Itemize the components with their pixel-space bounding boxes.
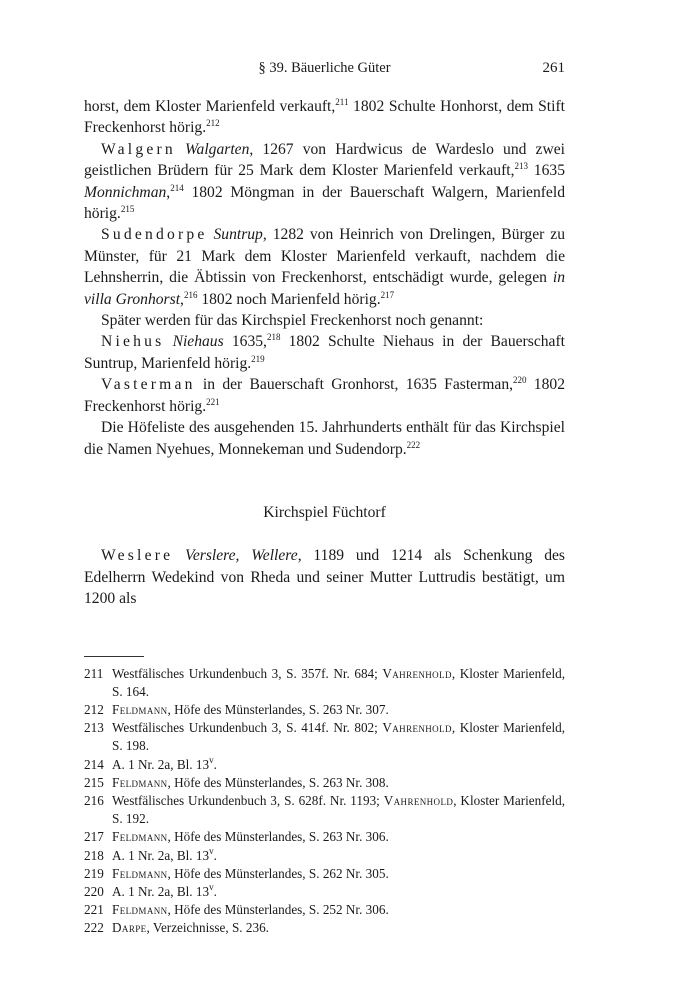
text: , 1282 von Heinrich von Drelingen, Bürger zu Münster, für 21 Mark dem Kloster Marienfeld verkauft, nachdem die Lehnsherrin, die Äbtissin von Freckenhorst, entschädigt wurde, gelegen xyxy=(84,226,565,287)
footnote-number: 219 xyxy=(84,865,104,881)
footnote-text xyxy=(112,665,565,701)
footnote-211 xyxy=(84,665,565,701)
footnote-part: Westfälisches Urkundenbuch 3, S. 357f. Nr. 684; xyxy=(112,665,383,681)
text xyxy=(164,333,172,350)
paragraph-weslere xyxy=(84,545,565,609)
footnote-ref: 218 xyxy=(266,332,281,343)
footnote-number: 217 xyxy=(84,829,104,845)
text xyxy=(176,141,185,158)
footnote-text xyxy=(112,883,565,901)
paragraph-hoefeliste xyxy=(84,417,565,460)
page-number: 261 xyxy=(542,60,565,76)
text: Später werden für das Kirchspiel Freckenhorst noch genannt: xyxy=(101,312,484,330)
farm-name: Weslere xyxy=(101,547,174,565)
text: 1635, xyxy=(223,333,267,351)
footnote-220 xyxy=(84,883,565,901)
footnote-text xyxy=(112,865,565,883)
footnote-ref: 217 xyxy=(380,289,395,300)
footnote-text xyxy=(112,701,565,719)
text xyxy=(173,547,185,564)
footnote-part: , Höfe des Münsterlandes, S. 252 Nr. 306. xyxy=(167,902,389,918)
footnote-part: v xyxy=(209,881,214,892)
footnote-number: 216 xyxy=(84,792,104,808)
text: 1635 xyxy=(528,162,565,180)
footnote-part: . xyxy=(213,847,217,863)
footnote-222 xyxy=(84,919,565,937)
footnote-text xyxy=(112,719,565,755)
footnote-part: , Kloster Marienfeld, S. 198. xyxy=(112,720,566,754)
paragraph-sudendorpe xyxy=(84,224,565,310)
farm-name: Sudendorpe xyxy=(101,226,208,244)
footnote-number: 215 xyxy=(84,774,104,790)
running-head xyxy=(84,60,565,82)
footnote-215 xyxy=(84,774,565,792)
footnote-ref: 214 xyxy=(170,182,184,193)
footnote-212 xyxy=(84,701,565,719)
footnote-part: v xyxy=(209,754,214,765)
italic-name: Monnichman xyxy=(84,183,167,201)
footnote-part: , Kloster Marienfeld, S. 164. xyxy=(112,665,566,699)
main-text xyxy=(84,96,565,610)
footnote-part: , Verzeichnisse, S. 236. xyxy=(146,920,269,936)
footnote-217 xyxy=(84,828,565,846)
footnote-ref: 213 xyxy=(514,161,528,172)
author-name: Feldmann xyxy=(112,701,168,717)
paragraph-niehus xyxy=(84,331,565,374)
text: , xyxy=(166,183,171,201)
footnote-number: 218 xyxy=(84,847,104,863)
footnote-text xyxy=(112,919,565,937)
footnote-ref: 212 xyxy=(206,118,220,129)
footnote-number: 213 xyxy=(84,720,104,736)
footnote-part: , Höfe des Münsterlandes, S. 263 Nr. 306. xyxy=(167,829,389,845)
text: , xyxy=(180,290,184,308)
italic-name: Walgarten xyxy=(184,140,250,158)
text: 1802 Schulte Niehaus in der Bauerschaft Suntrup, Marienfeld hörig. xyxy=(84,333,565,372)
text: 1802 Möngman in der Bauerschaft Walgern, Marienfeld hörig. xyxy=(84,183,565,223)
text: in der Bauerschaft Gronhorst, 1635 Fasterman, xyxy=(195,376,514,394)
italic-name: in villa Gronhorst xyxy=(84,269,565,308)
footnote-ref: 221 xyxy=(206,396,220,407)
footnote-part: v xyxy=(209,845,214,856)
footnote-part: Westfälisches Urkundenbuch 3, S. 414f. Nr. 802; xyxy=(112,720,383,736)
text: , 1189 und 1214 als Schenkung des Edelherrn Wedekind von Rheda und seiner Mutter Luttrudis bestätigt, um 1200 als xyxy=(84,547,565,608)
author-name: Vahrenhold xyxy=(383,792,454,808)
footnote-221 xyxy=(84,901,565,919)
footnote-text xyxy=(112,756,565,774)
paragraph-intro xyxy=(84,310,565,331)
footnote-part: , Höfe des Münsterlandes, S. 263 Nr. 308. xyxy=(167,774,389,790)
footnote-ref: 220 xyxy=(513,375,527,386)
book-page xyxy=(84,60,565,938)
italic-name: Verslere, Wellere xyxy=(185,547,298,565)
footnote-text xyxy=(112,847,565,865)
italic-name: Suntrup xyxy=(213,226,263,244)
text: , 1267 von Hardwicus de Wardeslo und zwei geistlichen Brüdern für 25 Mark dem Kloster Marienfeld verkauft, xyxy=(84,140,565,180)
footnote-number: 212 xyxy=(84,701,104,717)
footnote-part: , Kloster Marienfeld, S. 192. xyxy=(112,792,566,827)
footnote-214 xyxy=(84,756,565,774)
footnote-216 xyxy=(84,792,565,828)
farm-name: Walgern xyxy=(101,140,176,158)
footnote-text xyxy=(112,774,565,792)
paragraph-vasterman xyxy=(84,374,565,417)
author-name: Feldmann xyxy=(112,774,168,790)
footnote-number: 214 xyxy=(84,756,104,772)
footnote-part: , Höfe des Münsterlandes, S. 263 Nr. 307. xyxy=(167,701,389,717)
author-name: Feldmann xyxy=(112,829,168,845)
author-name: Feldmann xyxy=(112,902,168,918)
footnote-part: , Höfe des Münsterlandes, S. 262 Nr. 305. xyxy=(167,865,389,881)
footnote-ref: 222 xyxy=(406,439,421,450)
footnote-divider xyxy=(84,656,144,657)
footnotes xyxy=(84,665,565,938)
footnote-number: 211 xyxy=(84,665,104,681)
text: 1802 noch Marienfeld hörig. xyxy=(197,290,381,308)
text: 1802 Schulte Honhorst, dem Stift Freckenhorst hörig. xyxy=(84,98,565,137)
text: Die Höfeliste des ausgehenden 15. Jahrhunderts enthält für das Kirchspiel die Namen Nyehues, Monnekeman und Sudendorp. xyxy=(84,419,565,458)
footnote-218 xyxy=(84,847,565,865)
paragraph-1 xyxy=(84,96,565,139)
footnote-text xyxy=(112,792,565,828)
running-head-title: § 39. Bäuerliche Güter xyxy=(258,60,391,76)
farm-name: Vasterman xyxy=(101,376,196,394)
footnote-part: Westfälisches Urkundenbuch 3, S. 628f. Nr. 1193; xyxy=(112,792,384,808)
text: horst, dem Kloster Marienfeld verkauft, xyxy=(84,98,336,115)
footnote-number: 222 xyxy=(84,920,104,936)
farm-name: Niehus xyxy=(101,333,165,351)
footnote-number: 221 xyxy=(84,902,104,918)
footnote-part: A. 1 Nr. 2a, Bl. 13 xyxy=(112,756,210,772)
footnote-ref: 211 xyxy=(335,97,349,107)
footnote-part: A. 1 Nr. 2a, Bl. 13 xyxy=(112,847,210,863)
author-name: Darpe xyxy=(112,920,147,936)
footnote-ref: 219 xyxy=(251,353,265,364)
italic-name: Niehaus xyxy=(172,333,224,351)
footnote-213 xyxy=(84,719,565,755)
footnote-text xyxy=(112,901,565,919)
footnote-ref: 216 xyxy=(183,289,198,300)
author-name: Feldmann xyxy=(112,865,168,881)
footnote-ref: 215 xyxy=(120,204,135,215)
footnote-part: . xyxy=(213,756,217,772)
footnote-part: A. 1 Nr. 2a, Bl. 13 xyxy=(112,883,210,899)
author-name: Vahrenhold xyxy=(382,665,452,681)
footnote-219 xyxy=(84,865,565,883)
footnote-text xyxy=(112,828,565,846)
footnote-part: . xyxy=(213,883,217,899)
paragraph-walgern xyxy=(84,139,565,225)
author-name: Vahrenhold xyxy=(382,720,452,736)
text: 1802 Freckenhorst hörig. xyxy=(84,376,565,415)
section-heading: Kirchspiel Füchtorf xyxy=(263,503,386,521)
footnote-number: 220 xyxy=(84,883,104,899)
